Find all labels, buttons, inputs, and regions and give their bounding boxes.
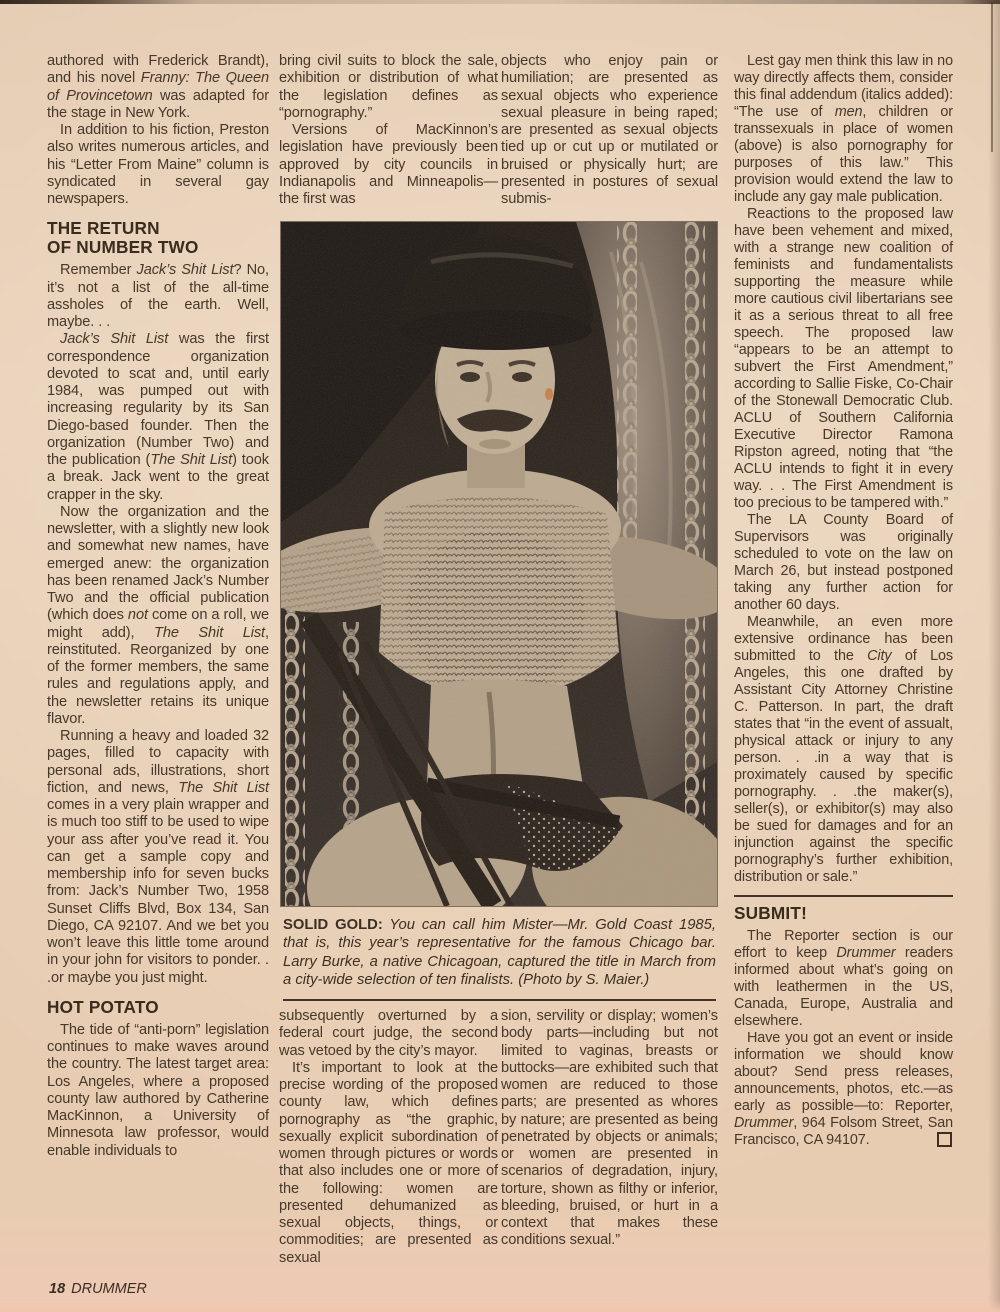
- scan-bottom-edge: [0, 1300, 1000, 1312]
- column-3-bottom: [501, 1008, 718, 1250]
- paragraph: Running a heavy and loaded 32 pages, filled to capacity with personal ads, illustrations, short fiction, and news, The Shit List comes in a very plain wrapper and is much too stiff to be used to wipe your ass after you’ve read it. You can get a sample copy and membership info for seven bucks from: Jack’s Number Two, 1958 Sunset Cliffs Blvd, Box 134, San Diego, CA 92107. And we bet you won’t leave this little tome around in your john for visitors to ponder. . .or maybe you just might.: [47, 728, 269, 986]
- photo-illustration: [281, 222, 717, 906]
- heading-submit: SUBMIT!: [734, 903, 808, 923]
- photo-caption: [283, 916, 716, 1001]
- paragraph: Versions of MacKinnon’s legislation have previously been approved by city councils in Indianapolis and Minneapolis—the first was: [279, 122, 498, 207]
- caption-lead: SOLID GOLD:: [283, 917, 383, 933]
- submit-section-rule: [734, 895, 953, 897]
- column-4: [734, 53, 953, 1149]
- footer-magazine-title: DRUMMER: [71, 1281, 147, 1297]
- scan-right-shadow: [988, 0, 1000, 1312]
- paragraph: Have you got an event or inside information we should know about? Send press releases, announcements, photos, etc.—as early as possible—to: Reporter, Drummer, 964 Folsom Street, San Francisco, CA 94107.: [734, 1030, 953, 1148]
- photo-mr-gold-coast: [281, 222, 717, 906]
- column-1: [47, 53, 269, 1160]
- heading-return-of-number-two: THE RETURN: [47, 218, 160, 239]
- paragraph: It’s important to look at the precise wording of the proposed county law, which defines pornography as “the graphic, sexually explicit subordination of women through pictures or words that also includes one or more of the following: women are presented dehumanized as sexual objects, things, or commodities; are presented as sexual: [279, 1059, 498, 1266]
- paragraph: Jack’s Shit List was the first correspondence organization devoted to scat and, until early 1984, was pumped out with increasing regularity by its San Diego-based founder. Then the organization (Number Two) and the publication (The Shit List) took a break. Jack went to the great crapper in the sky.: [47, 331, 269, 503]
- paragraph: subsequently overturned by a federal court judge, the second was vetoed by the city’s mayor.: [279, 1008, 498, 1059]
- sepia-cast: [281, 222, 717, 906]
- heading-return-of-number-two-line2: OF NUMBER TWO: [47, 237, 199, 258]
- paragraph: sion, servility or display; women’s body parts—including but not limited to vaginas, breasts or buttocks—are exhibited such that women are reduced to those parts; are presented as whores by nature; are presented as being penetrated by objects or animals; or women are presented in scenarios of degradation, injury, torture, shown as filthy or inferior, bleeding, bruised, or hurt in a context that makes these conditions sexual.”: [501, 1008, 718, 1249]
- paragraph: objects who enjoy pain or humiliation; are presented as sexual objects who experience sexual pleasure in being raped; are presented as sexual objects tied up or cut up or mutilated or bruised or physically hurt; are presented in postures of sexual submis-: [501, 53, 718, 207]
- scan-right-line: [991, 2, 993, 152]
- paragraph: Meanwhile, an even more extensive ordinance has been submitted to the City of Los Angeles, this one drafted by Assistant City Attorney Christine C. Patterson. In part, the draft states that “in the event of assualt, physical attack or injury to any person. . .in a way that is proximately caused by specific pornography. . .the maker(s), seller(s), or exhibitor(s) may also be sued for damages and for an injunction against the specific pornography’s further exhibition, distribution or sale.”: [734, 614, 953, 885]
- paragraph: In addition to his fiction, Preston also writes numerous articles, and his “Letter From Maine” column is syndicated in several gay newspapers.: [47, 122, 269, 207]
- paragraph: The Reporter section is our effort to keep Drummer readers informed about what’s going on with leathermen in the US, Canada, Europe, Australia and elsewhere.: [734, 928, 953, 1029]
- end-of-article-box: [937, 1132, 952, 1147]
- scan-top-edge: [0, 0, 1000, 4]
- page-footer: [49, 1281, 147, 1297]
- paragraph: The tide of “anti-porn” legislation continues to make waves around the country. The latest target area: Los Angeles, where a proposed county law authored by Catherine MacKinnon, a University of Minnesota law professor, would enable individuals to: [47, 1021, 269, 1159]
- paragraph: Lest gay men think this law in no way directly affects them, consider this final addendum (italics added): “The use of men, children or transsexuals in place of women (above) is also pornography for purposes of this law.” This provision would extend the law to include any gay male publication.: [734, 53, 954, 205]
- column-3-top: [501, 53, 718, 208]
- column-2-bottom: [279, 1008, 498, 1267]
- paragraph: The LA County Board of Supervisors was originally scheduled to vote on the law on March 26, but instead postponed taking any further action for another 60 days.: [734, 512, 953, 613]
- paragraph: authored with Frederick Brandt), and his novel Franny: The Queen of Provincetown was adapted for the stage in New York.: [47, 53, 269, 121]
- paragraph: bring civil suits to block the sale, exhibition or distribution of what the legislation defines as “pornography.”: [279, 53, 498, 121]
- paragraph: Reactions to the proposed law have been vehement and mixed, with a strange new coalition of feminists and fundamentalists supporting the measure while more cautious civil libertarians see it as a serious threat to all free speech. The proposed law “appears to be an attempt to subvert the First Amendment,” according to Sallie Fiske, Co-Chair of the Stonewall Democratic Club. ACLU of Southern California Executive Director Ramona Ripston agreed, noting that “the ACLU intends to fight it in every way. . . The First Amendment is too precious to be tampered with.”: [734, 206, 953, 511]
- paragraph: Remember Jack’s Shit List? No, it’s not a list of the all-time assholes of the earth. Well, maybe. . .: [47, 262, 270, 330]
- footer-page-number: 18: [49, 1281, 66, 1297]
- paragraph: Now the organization and the newsletter, with a slightly new look and somewhat new names, have emerged anew: the organization has been renamed Jack’s Number Two and the official publication (which does not come on a roll, we might add), The Shit List, reinstituted. Reorganized by one of the former members, the same rules and regulations apply, and the newsletter retains its unique flavor.: [47, 503, 269, 727]
- column-2-top: [279, 53, 498, 208]
- caption-body: You can call him Mister—Mr. Gold Coast 1985, that is, this year’s representative for the famous Chicago bar. Larry Burke, a native Chicagoan, captured the title in March from a city-wide selection of ten finalists. (Photo by S. Maier.): [283, 917, 716, 989]
- heading-hot-potato: HOT POTATO: [47, 996, 159, 1017]
